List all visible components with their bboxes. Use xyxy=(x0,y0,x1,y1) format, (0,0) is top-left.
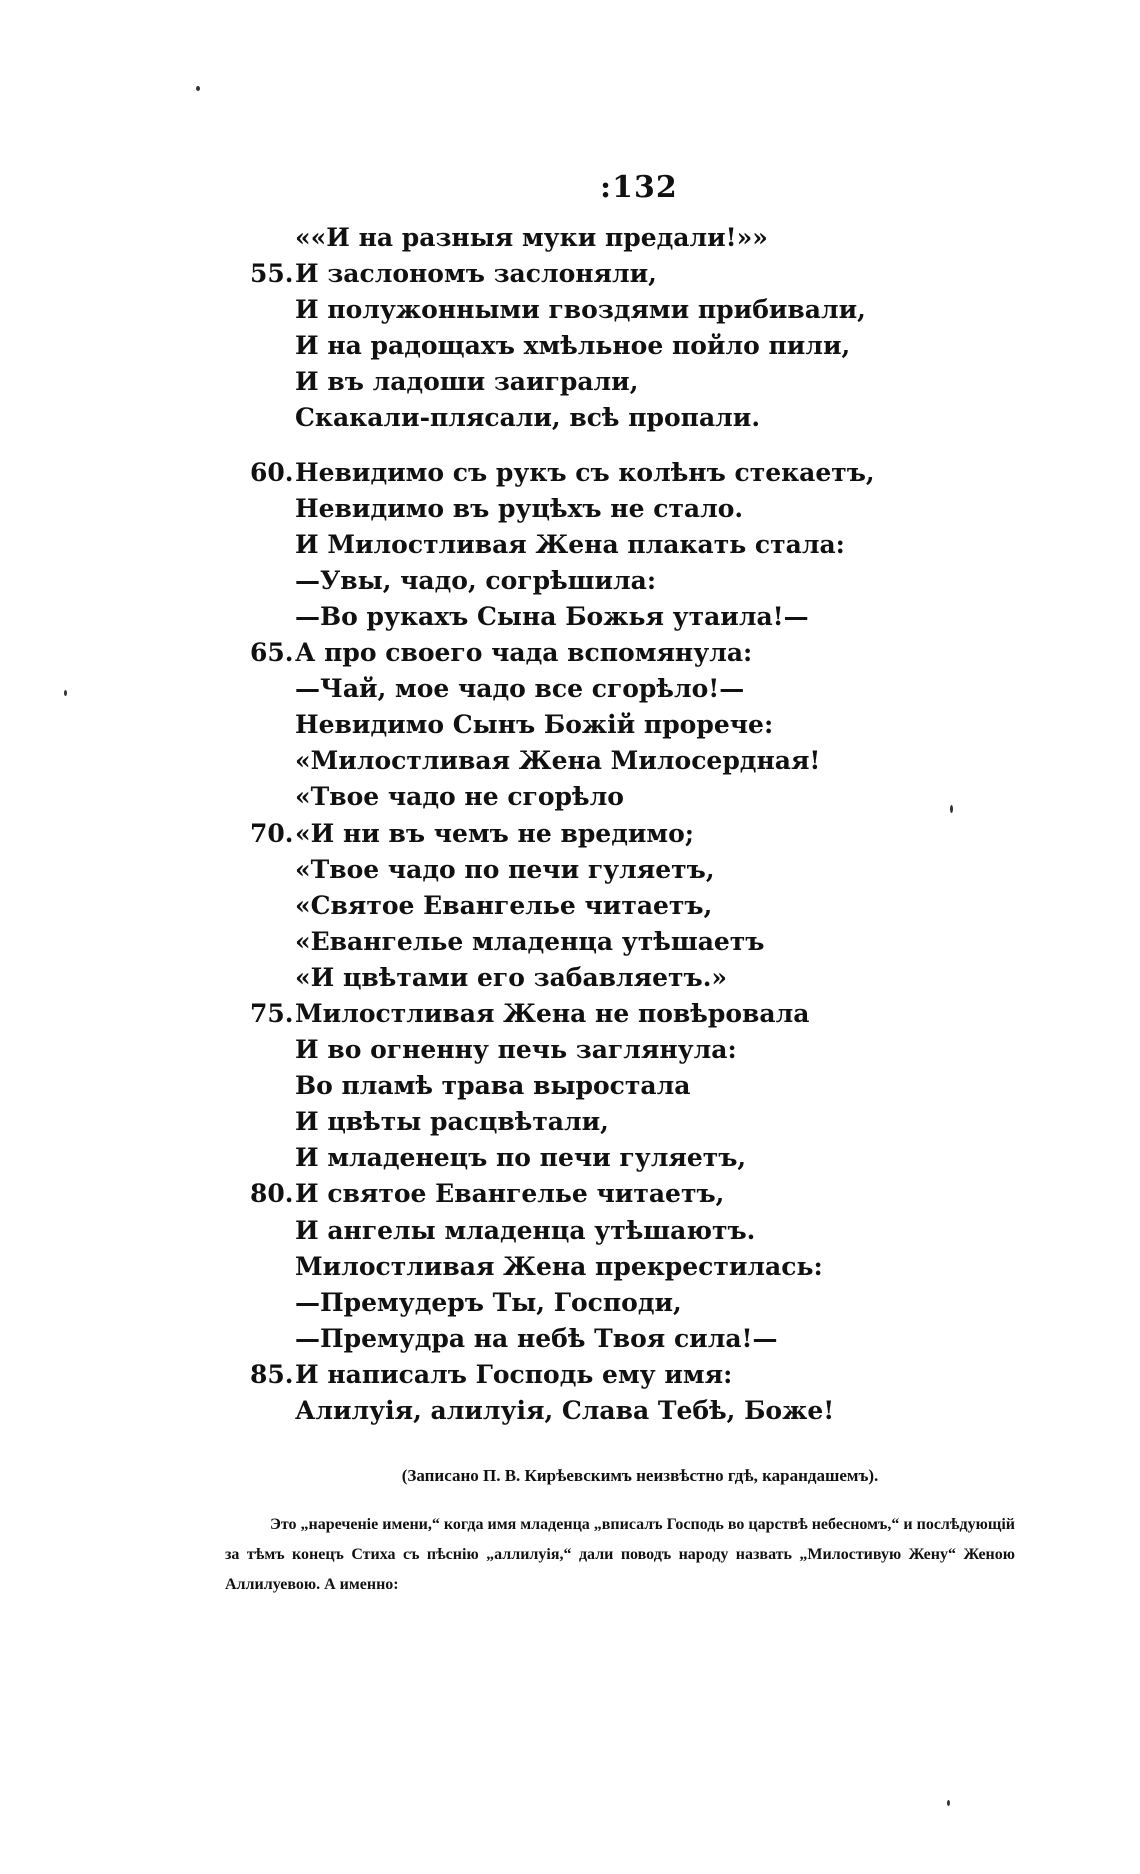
line-text: И Милостливая Жена плакать стала: xyxy=(295,529,845,559)
line-text: —Во рукахъ Сына Божья утаила!— xyxy=(295,601,809,631)
line-text: ««И на разныя муки предали!»» xyxy=(295,223,768,252)
line-text: «Милостливая Жена Милосердная! xyxy=(295,746,821,776)
poem-line xyxy=(250,852,1010,888)
poem-line xyxy=(250,1104,1010,1140)
line-text: —Увы, чадо, согрѣшила: xyxy=(295,565,657,595)
line-text: И въ ладоши заиграли, xyxy=(295,367,639,397)
line-text: —Чай, мое чадо все сгорѣло!— xyxy=(295,674,745,704)
poem-line xyxy=(250,1249,1010,1285)
line-text: Милостливая Жена прекрестилась: xyxy=(295,1251,823,1281)
poem-line xyxy=(250,491,1010,527)
line-text: Невидимо Сынъ Божій проречe: xyxy=(295,710,774,740)
footnote-paragraph: Это „нареченіе имени,“ когда имя младенца „вписалъ Господь во царствѣ небесномъ,“ и послѣдующій за тѣмъ конецъ Стиха съ пѣснію „аллилуія,“ дали поводъ народу назвать „Милостивую Жену“ Женою Аллилуевою. А именно: xyxy=(225,1516,1015,1593)
poem-line xyxy=(250,1285,1010,1321)
poem-line xyxy=(250,292,1010,328)
poem-line xyxy=(250,455,1010,491)
poem-line xyxy=(250,1032,1010,1068)
line-text: Невидимо съ рукъ съ колѣнъ стекаетъ, xyxy=(295,457,875,487)
poem-line xyxy=(250,1213,1010,1249)
line-text: «Святое Евангелье читаетъ, xyxy=(295,890,713,920)
line-text: «Твое чадо не сгорѣло xyxy=(295,782,624,812)
line-number: 75. xyxy=(250,998,294,1028)
line-text: И написалъ Господь ему имя: xyxy=(295,1359,733,1389)
line-text: Алилуія, алилуія, Слава Тебѣ, Боже! xyxy=(295,1396,835,1425)
scan-speck xyxy=(196,86,200,91)
line-text: Во пламѣ трава выростала xyxy=(295,1071,691,1101)
line-text: И на радощахъ хмѣльное пойло пили, xyxy=(295,331,851,361)
line-text: И полужонными гвоздями прибивали, xyxy=(295,295,866,325)
poem-line xyxy=(250,364,1010,400)
line-number: 60. xyxy=(250,457,294,487)
poem-line xyxy=(250,671,1010,707)
poem xyxy=(250,220,1010,1429)
attribution-note: (Записано П. В. Кирѣевскимъ неизвѣстно гдѣ, карандашемъ). xyxy=(401,1466,879,1485)
poem-line xyxy=(250,816,1010,852)
line-text: И младенецъ по печи гуляетъ, xyxy=(295,1143,747,1173)
line-text: И цвѣты расцвѣтали, xyxy=(295,1107,609,1137)
poem-line xyxy=(250,599,1010,635)
line-number: 65. xyxy=(250,638,294,668)
poem-line xyxy=(250,779,1010,815)
poem-line xyxy=(250,635,1010,671)
line-text: И заслономъ заслоняли, xyxy=(295,259,657,289)
poem-line xyxy=(250,1393,1010,1429)
line-text: И ангелы младенца утѣшаютъ. xyxy=(295,1215,756,1245)
line-text: А про своего чада вспомянула: xyxy=(295,638,753,668)
poem-line xyxy=(250,888,1010,924)
scan-speck xyxy=(950,805,953,813)
poem-line xyxy=(250,960,1010,996)
line-text: «Евангелье младенца утѣшаетъ xyxy=(295,926,765,956)
poem-line xyxy=(250,1176,1010,1212)
line-text: —Премудеръ Ты, Господи, xyxy=(295,1287,682,1317)
poem-line xyxy=(250,1068,1010,1104)
poem-line xyxy=(250,924,1010,960)
stanza xyxy=(250,220,1010,437)
stanza xyxy=(250,455,1010,1430)
poem-line xyxy=(250,563,1010,599)
line-text: «И цвѣтами его забавляетъ.» xyxy=(295,962,728,992)
line-text: Милостливая Жена не повѣровала xyxy=(295,998,810,1028)
poem-line xyxy=(250,707,1010,743)
line-number: 80. xyxy=(250,1179,294,1209)
poem-line xyxy=(250,328,1010,364)
poem-line xyxy=(250,996,1010,1032)
poem-line xyxy=(250,220,1010,256)
poem-line xyxy=(250,1140,1010,1176)
line-number: 70. xyxy=(250,818,294,848)
line-number: 85. xyxy=(250,1359,294,1389)
poem-line xyxy=(250,743,1010,779)
line-text: Скакали-плясали, всѣ пропали. xyxy=(295,403,761,433)
poem-line xyxy=(250,527,1010,563)
line-text: «Твое чадо по печи гуляетъ, xyxy=(295,854,715,884)
line-text: И во огненну печь заглянула: xyxy=(295,1035,737,1065)
line-number: 55. xyxy=(250,259,294,289)
poem-line xyxy=(250,1357,1010,1393)
line-text: Невидимо въ руцѣхъ не стало. xyxy=(295,493,744,523)
line-text: «И ни въ чемъ не вредимо; xyxy=(295,818,695,848)
scan-speck xyxy=(947,1800,950,1806)
line-text: И святое Евангелье читаетъ, xyxy=(295,1179,725,1209)
line-text: —Премудра на небѣ Твоя сила!— xyxy=(295,1323,778,1353)
page-number: :132 xyxy=(600,170,678,205)
poem-line xyxy=(250,256,1010,292)
scan-speck xyxy=(64,690,67,696)
poem-line xyxy=(250,400,1010,436)
poem-line xyxy=(250,1321,1010,1357)
